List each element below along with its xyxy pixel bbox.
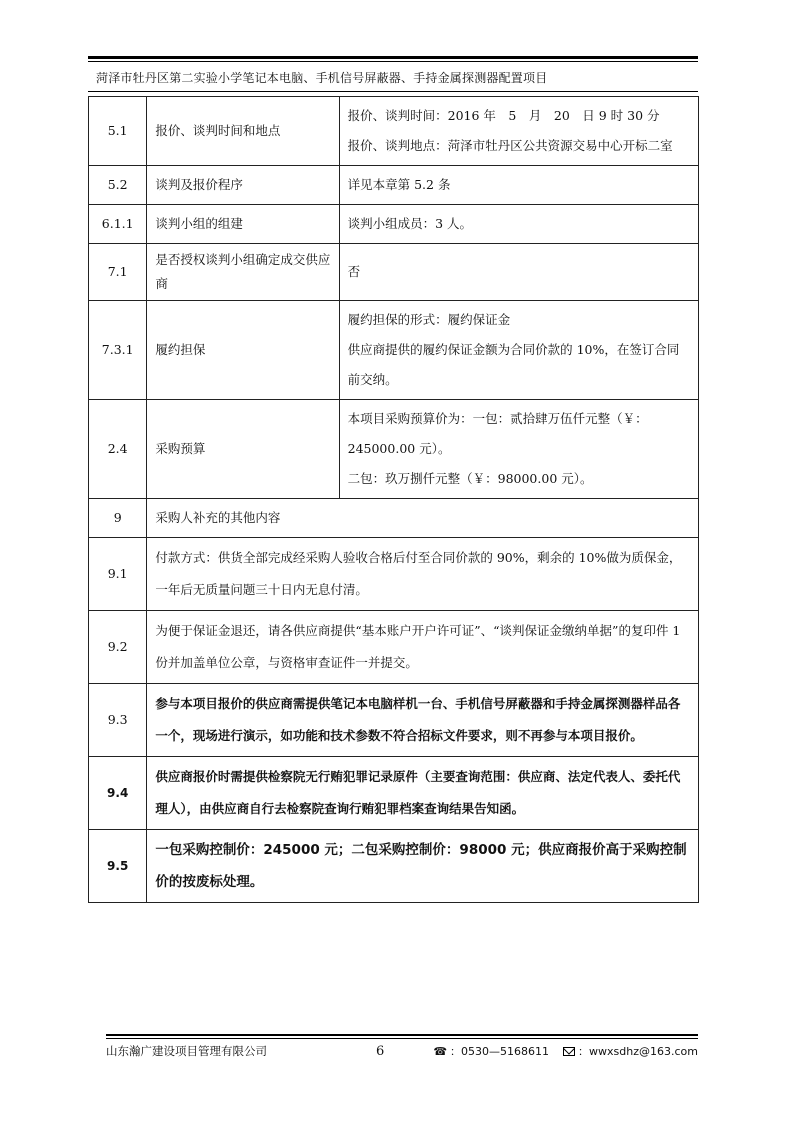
- row-content-line: 报价、谈判地点：菏泽市牡丹区公共资源交易中心开标二室: [347, 138, 673, 153]
- row-content-line: 履约担保的形式：履约保证金: [347, 312, 511, 327]
- row-number: 7.3.1: [89, 301, 147, 400]
- row-content: 供应商报价时需提供检察院无行贿犯罪记录原件（主要查询范围：供应商、法定代表人、委托代理人），由供应商自行去检察院查询行贿犯罪档案查询结果告知函。: [147, 757, 699, 830]
- row-number: 2.4: [89, 400, 147, 499]
- row-number: 9.1: [89, 538, 147, 611]
- row-content-line: 详见本章第 5.2 条: [347, 177, 451, 192]
- row-content: 参与本项目报价的供应商需提供笔记本电脑样机一台、手机信号屏蔽器和手持金属探测器样品各一个，现场进行演示，如功能和技术参数不符合招标文件要求，则不再参与本项目报价。: [147, 684, 699, 757]
- row-number: 9.3: [89, 684, 147, 757]
- row-item: 谈判及报价程序: [147, 166, 339, 205]
- row-content: [339, 97, 698, 166]
- section-title: 采购人补充的其他内容: [147, 499, 699, 538]
- row-content: 为便于保证金退还，请各供应商提供“基本账户开户许可证”、“谈判保证金缴纳单据”的复印件 1 份并加盖单位公章，与资格审查证件一并提交。: [147, 611, 699, 684]
- row-number: 7.1: [89, 244, 147, 301]
- page-footer: [106, 1034, 698, 1059]
- table-row: [89, 757, 699, 830]
- row-content-line: 报价、谈判时间：2016 年 5 月 20 日 9 时 30 分: [347, 108, 660, 123]
- header-underline: [88, 91, 698, 92]
- terms-table: [88, 96, 699, 903]
- row-item: 谈判小组的组建: [147, 205, 339, 244]
- footer-email: ：wwxsdhz@163.com: [563, 1043, 698, 1059]
- footer-phone: ☎ ：0530—5168611: [433, 1045, 550, 1058]
- table-row: [89, 166, 699, 205]
- row-number: 6.1.1: [89, 205, 147, 244]
- header-title: 菏泽市牡丹区第二实验小学笔记本电脑、手机信号屏蔽器、手持金属探测器配置项目: [96, 71, 548, 85]
- table-row: [89, 611, 699, 684]
- row-content-line: 谈判小组成员：3 人。: [347, 216, 473, 231]
- footer-company: 山东瀚广建设项目管理有限公司: [106, 1044, 267, 1058]
- row-content: [339, 400, 698, 499]
- table-row: [89, 244, 699, 301]
- header-rule: [88, 56, 698, 59]
- table-row: [89, 538, 699, 611]
- table-row: [89, 301, 699, 400]
- row-number: 9.2: [89, 611, 147, 684]
- footer-rule-thin: [106, 1038, 698, 1039]
- row-content: [339, 244, 698, 301]
- row-content: [339, 166, 698, 205]
- page-number: 6: [376, 1044, 385, 1059]
- header-rule-thin: [88, 61, 698, 62]
- row-content: [339, 205, 698, 244]
- section-number: 9: [89, 499, 147, 538]
- row-content-line: 二包：玖万捌仟元整（￥：98000.00 元）。: [347, 471, 593, 486]
- row-content: 一包采购控制价：245000 元；二包采购控制价：98000 元；供应商报价高于采购控制价的按废标处理。: [147, 830, 699, 903]
- footer-rule: [106, 1034, 698, 1036]
- row-number: 5.2: [89, 166, 147, 205]
- table-row: [89, 830, 699, 903]
- row-number: 5.1: [89, 97, 147, 166]
- page-header: [88, 56, 698, 92]
- row-number: 9.4: [89, 757, 147, 830]
- phone-number: 0530—5168611: [461, 1045, 550, 1058]
- row-content: 付款方式：供货全部完成经采购人验收合格后付至合同价款的 90%，剩余的 10%做为质保金，一年后无质量问题三十日内无息付清。: [147, 538, 699, 611]
- row-content-line: 供应商提供的履约保证金额为合同价款的 10%，在签订合同前交纳。: [347, 342, 680, 387]
- table-row: [89, 97, 699, 166]
- table-row: [89, 400, 699, 499]
- email-address: wwxsdhz@163.com: [589, 1045, 698, 1058]
- section-row: [89, 499, 699, 538]
- row-number: 9.5: [89, 830, 147, 903]
- row-item: 采购预算: [147, 400, 339, 499]
- table-row: [89, 684, 699, 757]
- phone-icon: ☎: [433, 1045, 448, 1058]
- row-content-line: 本项目采购预算价为：一包：贰拾肆万伍仟元整（￥：245000.00 元）。: [347, 411, 648, 456]
- row-item: 是否授权谈判小组确定成交供应商: [147, 244, 339, 301]
- mail-icon: [563, 1047, 575, 1056]
- table-row: [89, 205, 699, 244]
- row-item: 履约担保: [147, 301, 339, 400]
- row-content: [339, 301, 698, 400]
- footer-row: [106, 1043, 698, 1059]
- row-content-line: 否: [347, 264, 361, 279]
- row-item: 报价、谈判时间和地点: [147, 97, 339, 166]
- footer-contact: [433, 1043, 698, 1059]
